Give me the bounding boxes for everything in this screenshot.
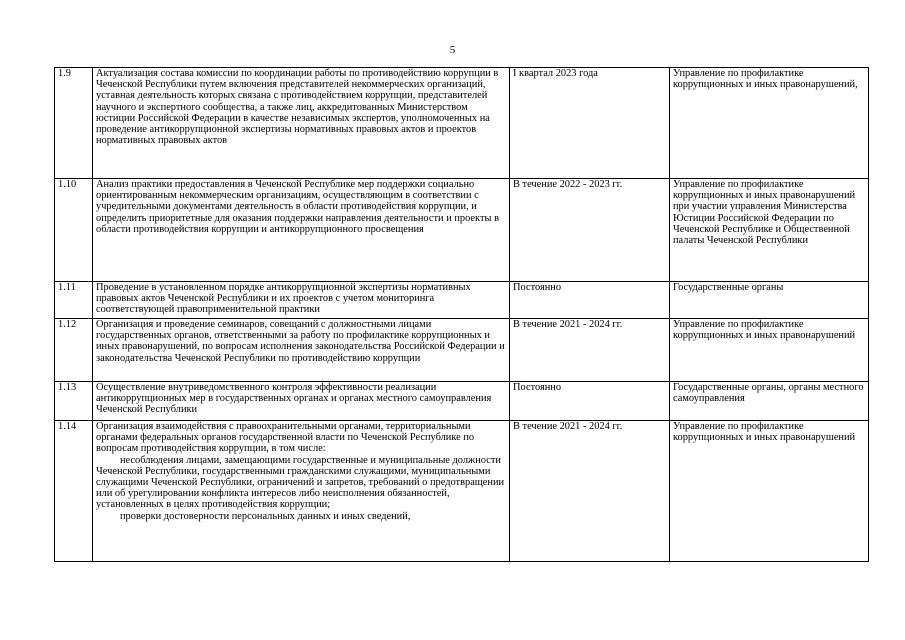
row-action: Актуализация состава комиссии по координации работы по противодействию коррупции в Чеченской Республики путем включения представителей некоммерческих организаций, уставная деятельность которых связана с противодействием коррупции, представителей научного и экспертного сообщества, а также лиц, аккредитованных Министерством юстиции Российской Федерации в качестве независимых экспертов, уполномоченных на проведение антикоррупционной экспертизы нормативных правовых актов и проектов нормативных правовых актов: [93, 68, 510, 179]
row-action: Организация и проведение семинаров, совещаний с должностными лицами государственных органов, ответственными за работу по профилактике коррупционных и иных правонарушений, по вопросам исполнения законодательства Российской Федерации и законодательства Чеченской Республики по противодействию коррупции: [93, 319, 510, 382]
row-term: В течение 2021 - 2024 гг.: [510, 421, 670, 562]
row-number: 1.14: [55, 421, 93, 562]
table-row: [55, 68, 869, 179]
page-number: 5: [449, 44, 456, 56]
row-number: 1.13: [55, 382, 93, 421]
table-row: [55, 382, 869, 421]
row-responsible: Государственные органы: [670, 282, 869, 319]
row-term: В течение 2022 - 2023 гг.: [510, 179, 670, 282]
action-item: проверки достоверности персональных данных и иных сведений,: [120, 510, 411, 522]
row-action: Осуществление внутриведомственного контроля эффективности реализации антикоррупционных мер в государственных органах и органах местного самоуправления Чеченской Республики: [93, 382, 510, 421]
table-row: [55, 179, 869, 282]
table-row: [55, 282, 869, 319]
action-intro: Организация взаимодействия с правоохранительными органами, территориальными органами федеральных органов государственной власти по Чеченской Республике по вопросам противодействия коррупции, в том числе:: [96, 421, 475, 455]
row-action: [93, 421, 510, 562]
row-number: 1.9: [55, 68, 93, 179]
row-number: 1.12: [55, 319, 93, 382]
row-responsible: Управление по профилактике коррупционных и иных правонарушений при участии управления Министерства Юстиции Российской Федерации по Чеченской Республике и Общественной палаты Чеченской Республики: [670, 179, 869, 282]
action-item: несоблюдения лицами, замещающими государственные и муниципальные должности Чеченской Республики, государственными гражданскими служащими, муниципальными служащими Чеченской Республики, ограничений и запретов, требований о предотвращении или об урегулировании конфликта интересов либо неисполнения обязанностей, установленных в целях противодействия коррупции;: [96, 454, 505, 511]
row-term: I квартал 2023 года: [510, 68, 670, 179]
row-number: 1.11: [55, 282, 93, 319]
row-term: В течение 2021 - 2024 гг.: [510, 319, 670, 382]
row-number: 1.10: [55, 179, 93, 282]
row-responsible: Управление по профилактике коррупционных и иных правонарушений: [670, 319, 869, 382]
row-responsible: Государственные органы, органы местного самоуправления: [670, 382, 869, 421]
row-responsible: Управление по профилактике коррупционных и иных правонарушений: [670, 421, 869, 562]
action-plan-table: [54, 67, 869, 562]
row-term: Постоянно: [510, 382, 670, 421]
row-term: Постоянно: [510, 282, 670, 319]
row-action: Проведение в установленном порядке антикоррупционной экспертизы нормативных правовых актов Чеченской Республики и их проектов с учетом мониторинга соответствующей правоприменительной практики: [93, 282, 510, 319]
row-action: Анализ практики предоставления в Чеченской Республике мер поддержки социально ориентированным некоммерческим организациям, осуществляющим в соответствии с учредительными документами деятельность в области противодействия коррупции, и определить приоритетные для оказания поддержки направления деятельности и проекты в области противодействия коррупции и антикоррупционного просвещения: [93, 179, 510, 282]
row-responsible: Управление по профилактике коррупционных и иных правонарушений,: [670, 68, 869, 179]
table-row: [55, 421, 869, 562]
table-row: [55, 319, 869, 382]
